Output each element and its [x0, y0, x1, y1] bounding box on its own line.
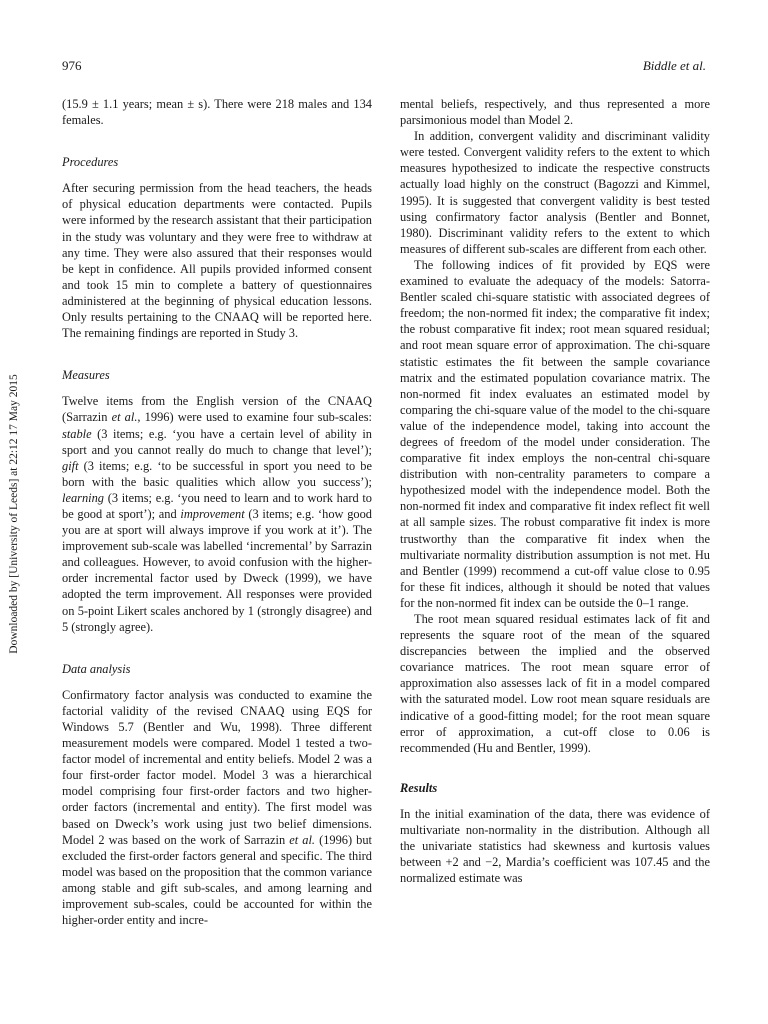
subscale-stable: stable: [62, 426, 92, 441]
right-column: [400, 96, 710, 886]
download-notice-sidebar: [4, 354, 24, 674]
subscale-improvement: improvement: [180, 506, 245, 521]
data-analysis-heading: Data analysis: [62, 661, 131, 676]
fit-indices-paragraph: The following indices of fit provided by EQS were examined to evaluate the adequacy of the models: Satorra-Bentler scaled chi-square statistic with associated degrees of freedom; the non-normed fit index; the comparative fit index; the robust comparative fit index; root mean squared residual; and root mean square error of approximation. The chi-square statistic estimates the fit between the sample covariance matrix and the estimated population covariance matrix. The non-normed fit index evaluates an estimated model by comparing the chi-square value of the model to the chi-square value of the independence model, taking into account the degrees of freedom of the model under consideration. The comparative fit index employs the non-central chi-square distribution with non-centrality parameters to compare a hypothesized model with the independence model. Both the non-normed fit index and comparative fit index reflect fit well at all sample sizes. The robust comparative fit index is more trustworthy than the comparative fit index when the multivariate normality distribution assumption is not met. Hu and Bentler (1999) recommend a cut-off value close to 0.95 for these fit indices, although it should be noted that values for the non-normed fit index can be outside the 0–1 range.: [400, 257, 710, 610]
results-paragraph: In the initial examination of the data, there was evidence of multivariate non-normality in the distribution. Although all the univariate statistics had skewness and kurtosis values between +2 and −2, Mardia’s coefficient was 107.45 and the normalized estimate was: [400, 806, 710, 886]
residual-paragraph: The root mean squared residual estimates lack of fit and represents the square root of the mean of the squared discrepancies between the implied and the observed covariance matrices. The root mean square error of approximation also assesses lack of fit in a model compared with the saturated model. Low root mean square residuals are indicative of a good-fitting model; for the root mean square error of approximation, a cut-off close to 0.06 is recommended (Hu and Bentler, 1999).: [400, 612, 710, 755]
intro-paragraph: (15.9 ± 1.1 years; mean ± s). There were 218 males and 134 females.: [62, 97, 372, 128]
model-paragraph-continued: mental beliefs, respectively, and thus represented a more parsimonious model than Model 2.: [400, 97, 710, 128]
results-heading: Results: [400, 780, 438, 795]
measures-heading: Measures: [62, 368, 110, 383]
running-head: Biddle et al.: [642, 58, 706, 73]
procedures-heading: Procedures: [62, 155, 119, 170]
subscale-learning: learning: [62, 490, 104, 505]
text-run: , 1996) were used to examine four sub-scales:: [137, 410, 372, 425]
procedures-paragraph: After securing permission from the head teachers, the heads of physical education departments were contacted. Pupils were informed by the research assistant that their participation in the study was voluntary and they were free to withdraw at any time. They were also assured that their responses would be kept in confidence. All pupils provided informed consent and took 15 min to complete a battery of questionnaires administered at the beginning of physical education lessons. Only results pertaining to the CNAAQ will be reported here. The remaining findings are reported in Study 3.: [62, 181, 372, 341]
text-run: (3 items; e.g. ‘you have a certain level of ability in sport and you cannot really do much to change that level’);: [62, 426, 372, 457]
text-run: Confirmatory factor analysis was conducted to examine the factorial validity of the revised CNAAQ using EQS for Windows 5.7 (Bentler and Wu, 1998). Three different measurement models were compared. Model 1 tested a two-factor model of incremental and entity beliefs. Model 2 was a four first-order factor model. Model 3 was a hierarchical model comprising four first-order factors and two higher-order factors (incremental and entity). The first model was based on Dweck’s work using just two belief dimensions. Model 2 was based on the work of Sarrazin: [62, 687, 372, 847]
page-number: 976: [62, 58, 82, 73]
text-run: Twelve items from the English version of the CNAAQ (Sarrazin: [62, 394, 372, 425]
validity-paragraph: In addition, convergent validity and discriminant validity were tested. Convergent validity refers to the extent to which measures hypothesized to indicate the respective constructs actually load highly on the construct (Bagozzi and Kimmel, 1995). It is suggested that convergent validity is best tested using confirmatory factor analysis (Bentler and Bonnet, 1980). Discriminant validity refers to the extent to which measures of different sub-scales are different from each other.: [400, 129, 710, 256]
data-analysis-paragraph: [62, 687, 372, 928]
subscale-gift: gift: [62, 458, 79, 473]
text-run: (3 items; e.g. ‘you need to learn and to work hard to be good at sport’); and: [62, 490, 372, 521]
left-column: [62, 96, 372, 928]
measures-paragraph: [62, 393, 372, 634]
text-run-italic: et al.: [289, 832, 315, 847]
text-run-italic: et al.: [111, 410, 138, 425]
text-run: (1996) but excluded the first-order factors general and specific. The third model was based on the proposition that the common variance among stable and gift sub-scales, and among learning and improvement sub-scales, could be accounted for within the higher-order entity and incre-: [62, 832, 373, 928]
text-run: (3 items; e.g. ‘how good you are at sport will always improve if you work at it’). The improvement sub-scale was labelled ‘incremental’ by Sarrazin and colleagues. However, to avoid confusion with the higher-order incremental factor used by Dweck (1999), we have adopted the term improvement. All responses were provided on 5-point Likert scales anchored by 1 (strongly disagree) and 5 (strongly agree).: [62, 506, 372, 634]
download-notice: Downloaded by [University of Leeds] at 22:12 17 May 2015: [8, 374, 20, 654]
text-run: (3 items; e.g. ‘to be successful in sport you need to be born with the basic qualities which allow you success’);: [62, 458, 372, 489]
